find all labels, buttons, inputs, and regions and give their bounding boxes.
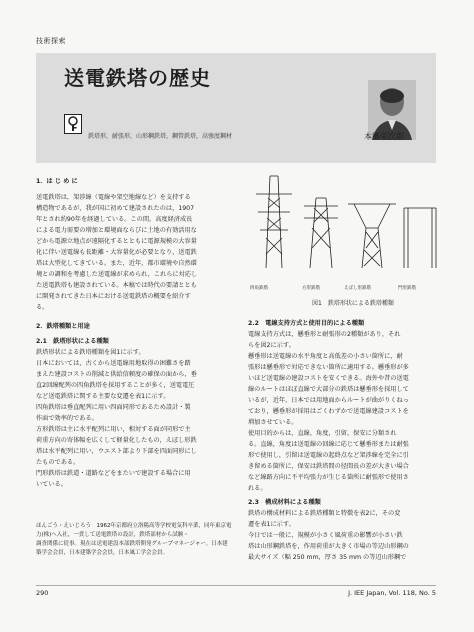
s22-line: 線のルートはほぼ直線で大部分の鉄塔は懸垂形を採用して — [248, 386, 409, 393]
s22-line: 張形は懸垂形で対応できない箇所に適用する。懸垂形が多 — [248, 364, 409, 371]
s22-line: 懸垂形は送電線の水平角度と高低差の小さい箇所に，耐 — [248, 353, 403, 360]
figure-label: 四角鉄塔 — [250, 286, 268, 291]
s1-line: 構造物であるが，我が国に初めて建設されたのは，1907 — [36, 205, 195, 212]
section-label: 技術探索 — [36, 37, 66, 45]
s1-line: 年とされ約90年を経過している。この間，高度経済成長 — [36, 216, 193, 223]
s21-line: 荷重方向の寄体幅を広くして軽量化したもの，えぼし形鉄 — [36, 437, 197, 444]
s21-line: たものである。 — [36, 459, 80, 466]
s22-line: ており，懸垂形が採用はごくわずかで送電線建設コストを — [248, 408, 409, 415]
section-1-heading: 1．は じ め に — [36, 178, 78, 185]
s1-line: る。 — [36, 304, 49, 311]
s22-line: 使用目的からは，直線，角度，引留，保安に分類され — [248, 430, 397, 437]
s22-line: る。直線，角度は送電線の回線に応じて懸垂形または耐張 — [248, 441, 409, 448]
s22-line: 形で使用し，引留は送電線の起終点など架渉線を完全に引 — [248, 452, 409, 459]
left-column — [36, 176, 234, 490]
s22-line: いほど送電線の建設コストを安くできる。海外や昔の送電 — [248, 375, 409, 382]
s23-line: 鉄塔の構成材料による鉄塔種類と特徴を表2に，その変 — [248, 510, 401, 517]
s21-line: 作面で効率的である。 — [36, 415, 98, 422]
s23-line: 遷を表1に示す。 — [248, 521, 295, 528]
footnote-line: ほんごう・えいじろう 1962年京都府立洛陽高等学校電気科卒業，同年東京電力(株)へ入社，一貫して送電鉄塔の設計，鉄塔部材から試験・ — [36, 523, 232, 538]
s22-line: らを図2に示す。 — [248, 342, 295, 349]
s1-line: 境との調和を考慮した送電線が求められ，これらに対応し — [36, 271, 198, 278]
s21-line: まえた建設コストの削減と供給信頼度の確保の面から，垂 — [36, 371, 197, 378]
section-2-3-heading: 2.3 構成材料による種類 — [248, 499, 321, 506]
s21-line: 鉄塔形状による鉄塔種類を図1に示す。 — [36, 349, 145, 356]
s21-line: いている。 — [36, 481, 67, 488]
category-logo-icon — [64, 114, 82, 134]
figure-label: えぼし形鉄塔 — [344, 286, 371, 291]
s22-line: いるが，近年，日本では用地面からルートが曲がりくねっ — [248, 397, 409, 404]
page-number: 290 — [36, 589, 49, 597]
s23-line: 最大サイズ（幅 250 mm，厚さ 35 mm の等辺山形鋼で — [248, 554, 407, 561]
s1-line: 化に伴い送電線も長距離・大容量化が必要となり，送電鉄 — [36, 249, 197, 256]
figure-label: 門形鉄塔 — [398, 286, 416, 291]
s22-line: れる。 — [248, 485, 267, 492]
keywords: 鉄塔形，耐張形，山形鋼鉄塔，鋼管鉄塔，高強度鋼材 — [88, 133, 233, 140]
figure-caption: 図1 鉄塔形状による鉄塔種類 — [312, 300, 394, 307]
s21-line: 日本においては，古くから送電線用地取得の困難さを踏 — [36, 360, 191, 367]
s21-line: 直2回線配列の四角鉄塔を採用することが多く，送電電圧 — [36, 382, 195, 389]
s22-line: 電線支持方式は，懸垂形と耐張形の2種類があり，それ — [248, 331, 401, 338]
s1-line: に開発されてきた日本における送電鉄塔の概要を紹介す — [36, 293, 191, 300]
s22-line: 増加させている。 — [248, 419, 298, 426]
journal-citation: J. IEE Japan, Vol. 118, No. 5 — [348, 589, 436, 597]
s23-line: 塔は山形鋼鉄塔を，作用荷重が大きく市場の等辺山形鋼の — [248, 543, 409, 550]
s22-line: き留める箇所に，保安は鉄塔間の径間長の差が大きい場合 — [248, 463, 409, 470]
page-title: 送電鉄塔の歴史 — [64, 66, 211, 90]
tower-types-figure — [248, 168, 438, 280]
s21-line: 四角鉄塔は垂直配列に用い四面同形であるため設計・製 — [36, 404, 191, 411]
s22-line: など線路方向に不平均張力が生じる箇所に耐張形で使用さ — [248, 474, 409, 481]
page-footer — [36, 585, 436, 600]
section-2-2-heading: 2.2 電線支持方式と使用目的による種類 — [248, 320, 365, 327]
s1-line: による電力需要の増加と環境面ならびに土地の有効活用な — [36, 227, 197, 234]
s21-line: など送電鉄塔に関する主要な変遷を表1に示す。 — [36, 393, 170, 400]
footnote-line: 調査関係に従事。現在は送電建設本部鉄塔開発グループマネージャー。日本建築学会会員，日本建築学会会員，日本風工学会会員。 — [36, 541, 228, 556]
author-name: 本郷栄次郎 — [364, 132, 404, 141]
s1-line: どから電源立地点が遠隔化するとともに電源規模の大容量 — [36, 238, 197, 245]
section-2-1-heading: 2.1 鉄塔形状による種類 — [36, 338, 109, 345]
author-footnote — [36, 522, 232, 558]
s1-line: 塔は大型化してきている。また，近年，都市環境や自然環 — [36, 260, 197, 267]
figure-label: 方形鉄塔 — [302, 286, 320, 291]
s21-line: 門形鉄塔は鉄道・道路などをまたいで建設する場合に用 — [36, 470, 191, 477]
s21-line: 塔は水平配列に用い，ウエスト部より下部を四面同形にし — [36, 448, 197, 455]
s21-line: 方形鉄塔は主に水平配列に用い，相対する面が同形で主 — [36, 426, 191, 433]
s23-line: 今日では一般に，規模が小さく風荷重の影響が小さい鉄 — [248, 532, 403, 539]
section-2-heading: 2．鉄塔種類と用途 — [36, 323, 90, 330]
right-column — [248, 318, 444, 563]
s1-line: た送電鉄塔も建設されている。本稿では時代の要請ととも — [36, 282, 197, 289]
s1-line: 送電鉄塔は，架渉線（電線や架空地線など）を支持する — [36, 194, 191, 201]
